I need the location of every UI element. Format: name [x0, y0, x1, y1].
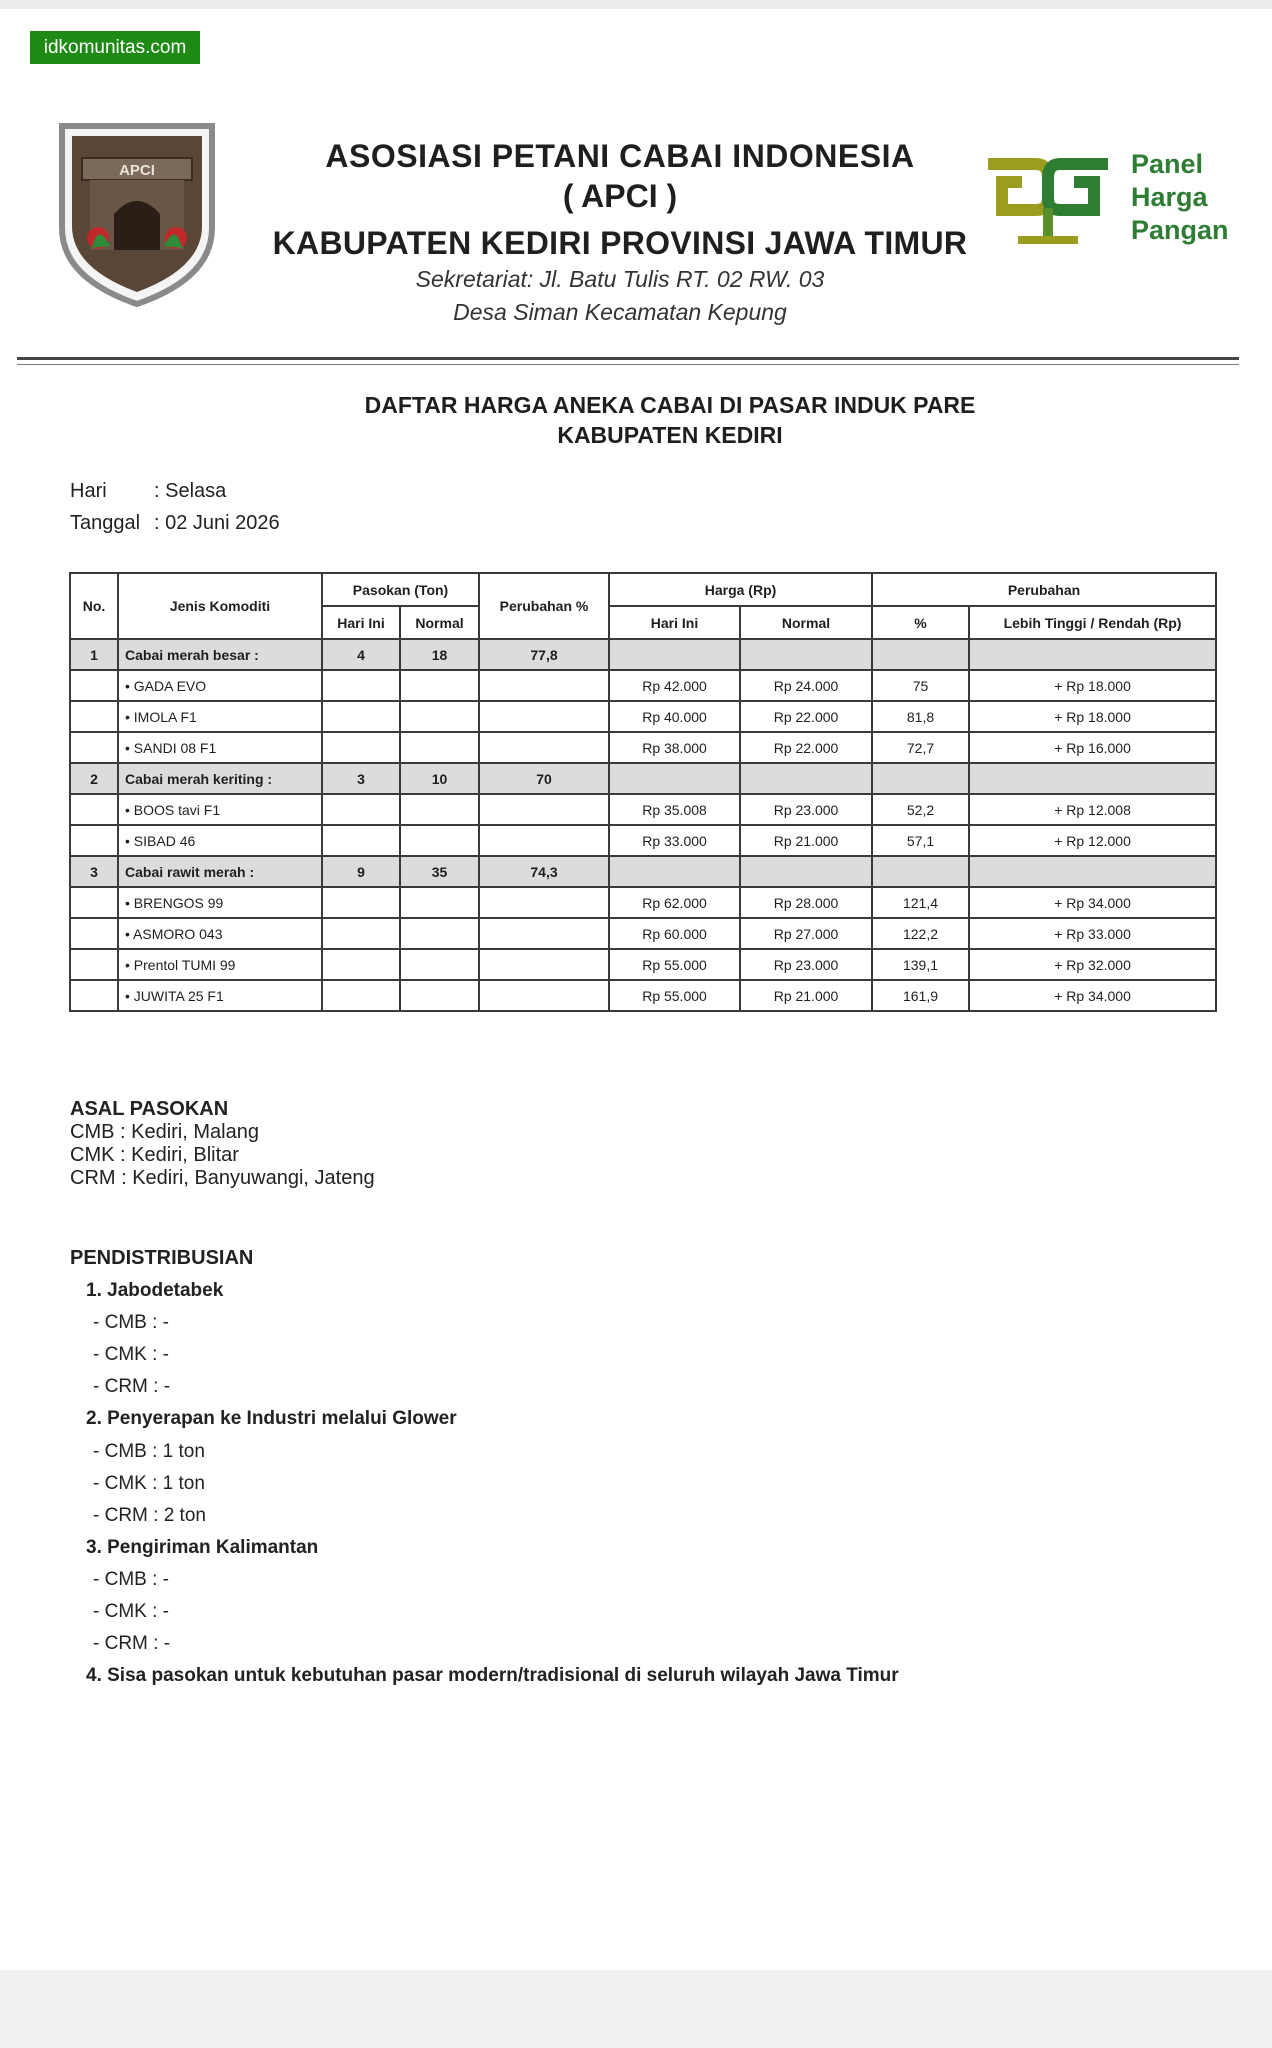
cell-supply-normal [400, 887, 479, 918]
cell-no [70, 670, 118, 701]
distribution-item-2-crm: - CRM : 2 ton [93, 1505, 206, 1526]
distribution-item-2: 2. Penyerapan ke Industri melalui Glower [86, 1408, 457, 1429]
date-value: : 02 Juni 2026 [154, 512, 280, 534]
cell-supply-today [322, 887, 400, 918]
cell-price-normal: Rp 21.000 [740, 825, 872, 856]
cell-price-today: Rp 55.000 [609, 980, 740, 1011]
cell-no: 3 [70, 856, 118, 887]
cell-no: 2 [70, 763, 118, 794]
header-pasokan: Pasokan (Ton) [322, 573, 479, 606]
header-perubahan-pct: Perubahan % [479, 573, 609, 639]
cell-supply-normal: 18 [400, 639, 479, 670]
cell-price-today [609, 856, 740, 887]
cell-supply-normal: 10 [400, 763, 479, 794]
day-label: Hari [70, 480, 107, 502]
cell-no [70, 701, 118, 732]
cell-komoditi: • BRENGOS 99 [118, 887, 322, 918]
partner-word-3: Pangan [1131, 215, 1229, 245]
cell-percent: 52,2 [872, 794, 969, 825]
table-group-row [70, 856, 1216, 887]
cell-no: 1 [70, 639, 118, 670]
supply-origin-crm: CRM : Kediri, Banyuwangi, Jateng [70, 1167, 375, 1189]
cell-difference [969, 856, 1216, 887]
header-supply-today: Hari Ini [322, 606, 400, 639]
cell-supply-change [479, 918, 609, 949]
header-harga: Harga (Rp) [609, 573, 872, 606]
supply-origin-section [70, 1098, 375, 1190]
cell-supply-today [322, 949, 400, 980]
table-row [70, 980, 1216, 1011]
cell-supply-change [479, 794, 609, 825]
cell-komoditi: • GADA EVO [118, 670, 322, 701]
org-abbreviation: ( APCI ) [562, 178, 678, 214]
cell-supply-today [322, 980, 400, 1011]
cell-supply-today [322, 701, 400, 732]
supply-origin-heading: ASAL PASOKAN [70, 1098, 229, 1120]
cell-price-normal: Rp 22.000 [740, 701, 872, 732]
cell-percent: 161,9 [872, 980, 969, 1011]
cell-komoditi: • IMOLA F1 [118, 701, 322, 732]
table-row [70, 732, 1216, 763]
cell-price-today [609, 763, 740, 794]
cell-price-today: Rp 60.000 [609, 918, 740, 949]
cell-difference: + Rp 16.000 [969, 732, 1216, 763]
cell-komoditi: Cabai rawit merah : [118, 856, 322, 887]
panel-harga-pangan-logo [978, 148, 1243, 252]
cell-difference [969, 763, 1216, 794]
cell-price-normal: Rp 24.000 [740, 670, 872, 701]
table-row [70, 887, 1216, 918]
cell-price-today: Rp 40.000 [609, 701, 740, 732]
cell-komoditi: • SANDI 08 F1 [118, 732, 322, 763]
distribution-item-4: 4. Sisa pasokan untuk kebutuhan pasar modern/tradisional di seluruh wilayah Jawa Timur [86, 1665, 899, 1686]
cell-price-normal: Rp 23.000 [740, 794, 872, 825]
org-region: KABUPATEN KEDIRI PROVINSI JAWA TIMUR [272, 225, 968, 261]
cell-komoditi: • Prentol TUMI 99 [118, 949, 322, 980]
cell-supply-today [322, 732, 400, 763]
bottom-band [0, 1970, 1272, 2048]
cell-komoditi: • JUWITA 25 F1 [118, 980, 322, 1011]
cell-supply-change [479, 887, 609, 918]
cell-no [70, 887, 118, 918]
cell-no [70, 949, 118, 980]
distribution-item-2-cmb: - CMB : 1 ton [93, 1441, 205, 1462]
cell-percent [872, 856, 969, 887]
table-row [70, 794, 1216, 825]
cell-supply-change: 74,3 [479, 856, 609, 887]
distribution-item-3: 3. Pengiriman Kalimantan [86, 1537, 319, 1558]
distribution-item-1: 1. Jabodetabek [86, 1280, 224, 1301]
cell-difference: + Rp 12.008 [969, 794, 1216, 825]
cell-price-normal: Rp 22.000 [740, 732, 872, 763]
supply-origin-cmk: CMK : Kediri, Blitar [70, 1144, 239, 1166]
cell-supply-change: 70 [479, 763, 609, 794]
header-difference: Lebih Tinggi / Rendah (Rp) [969, 606, 1216, 639]
header-perubahan: Perubahan [872, 573, 1216, 606]
cell-supply-today [322, 794, 400, 825]
cell-komoditi: • ASMORO 043 [118, 918, 322, 949]
cell-supply-normal [400, 794, 479, 825]
table-row [70, 670, 1216, 701]
cell-no [70, 732, 118, 763]
cell-komoditi: • SIBAD 46 [118, 825, 322, 856]
cell-price-today: Rp 35.008 [609, 794, 740, 825]
header-komoditi: Jenis Komoditi [118, 573, 322, 639]
document-subtitle: KABUPATEN KEDIRI [557, 422, 783, 448]
cell-difference: + Rp 34.000 [969, 887, 1216, 918]
watermark-badge: idkomunitas.com [30, 31, 200, 64]
cell-difference: + Rp 34.000 [969, 980, 1216, 1011]
cell-difference: + Rp 12.000 [969, 825, 1216, 856]
cell-komoditi: Cabai merah besar : [118, 639, 322, 670]
cell-difference [969, 639, 1216, 670]
org-name: ASOSIASI PETANI CABAI INDONESIA [325, 138, 915, 174]
address-line-2: Desa Siman Kecamatan Kepung [453, 299, 787, 325]
cell-supply-change [479, 670, 609, 701]
distribution-item-3-cmk: - CMK : - [93, 1601, 169, 1622]
cell-supply-today: 3 [322, 763, 400, 794]
table-row [70, 701, 1216, 732]
cell-percent: 81,8 [872, 701, 969, 732]
cell-percent: 57,1 [872, 825, 969, 856]
cell-supply-normal [400, 732, 479, 763]
header-price-today: Hari Ini [609, 606, 740, 639]
cell-supply-today [322, 918, 400, 949]
cell-percent: 122,2 [872, 918, 969, 949]
cell-price-today: Rp 55.000 [609, 949, 740, 980]
cell-no [70, 825, 118, 856]
header-supply-normal: Normal [400, 606, 479, 639]
table-row [70, 918, 1216, 949]
cell-price-normal: Rp 28.000 [740, 887, 872, 918]
cell-supply-normal [400, 825, 479, 856]
cell-supply-change [479, 701, 609, 732]
cell-percent: 139,1 [872, 949, 969, 980]
day-value: : Selasa [154, 480, 227, 502]
table-row [70, 825, 1216, 856]
cell-supply-today: 4 [322, 639, 400, 670]
cell-supply-normal: 35 [400, 856, 479, 887]
distribution-item-3-cmb: - CMB : - [93, 1569, 169, 1590]
cell-komoditi: • BOOS tavi F1 [118, 794, 322, 825]
table-row [70, 949, 1216, 980]
date-line [70, 512, 280, 535]
cell-supply-normal [400, 949, 479, 980]
date-label: Tanggal [70, 512, 141, 534]
cell-price-today: Rp 33.000 [609, 825, 740, 856]
cell-price-today [609, 639, 740, 670]
header-percent: % [872, 606, 969, 639]
cell-supply-normal [400, 980, 479, 1011]
document-title: DAFTAR HARGA ANEKA CABAI DI PASAR INDUK PARE [364, 392, 976, 418]
cell-price-normal: Rp 27.000 [740, 918, 872, 949]
cell-price-normal [740, 763, 872, 794]
cell-supply-today: 9 [322, 856, 400, 887]
cell-difference: + Rp 18.000 [969, 701, 1216, 732]
cell-supply-change [479, 825, 609, 856]
cell-difference: + Rp 33.000 [969, 918, 1216, 949]
letterhead-rule [17, 357, 1239, 360]
cell-price-today: Rp 38.000 [609, 732, 740, 763]
cell-price-today: Rp 62.000 [609, 887, 740, 918]
distribution-item-1-cmb: - CMB : - [93, 1312, 169, 1333]
cell-no [70, 794, 118, 825]
cell-percent [872, 639, 969, 670]
cell-komoditi: Cabai merah keriting : [118, 763, 322, 794]
price-table [69, 572, 1217, 1012]
sprout-icon [978, 148, 1118, 252]
cell-percent [872, 763, 969, 794]
cell-price-normal: Rp 21.000 [740, 980, 872, 1011]
table-group-row [70, 639, 1216, 670]
cell-supply-normal [400, 670, 479, 701]
partner-word-2: Harga [1131, 182, 1208, 212]
cell-price-normal [740, 639, 872, 670]
header-price-normal: Normal [740, 606, 872, 639]
distribution-item-1-crm: - CRM : - [93, 1376, 171, 1397]
cell-price-today: Rp 42.000 [609, 670, 740, 701]
day-line [70, 480, 226, 503]
partner-word-1: Panel [1131, 149, 1204, 179]
cell-supply-change [479, 980, 609, 1011]
cell-supply-normal [400, 701, 479, 732]
cell-supply-change [479, 732, 609, 763]
cell-price-normal [740, 856, 872, 887]
table-header-row [70, 573, 1216, 606]
cell-no [70, 918, 118, 949]
supply-origin-cmb: CMB : Kediri, Malang [70, 1121, 259, 1143]
distribution-item-2-cmk: - CMK : 1 ton [93, 1473, 205, 1494]
top-strip [0, 0, 1272, 9]
partner-wordmark [1131, 148, 1229, 247]
cell-percent: 121,4 [872, 887, 969, 918]
distribution-item-3-crm: - CRM : - [93, 1633, 171, 1654]
cell-percent: 75 [872, 670, 969, 701]
cell-supply-change: 77,8 [479, 639, 609, 670]
cell-percent: 72,7 [872, 732, 969, 763]
cell-no [70, 980, 118, 1011]
cell-difference: + Rp 32.000 [969, 949, 1216, 980]
cell-supply-change [479, 949, 609, 980]
cell-difference: + Rp 18.000 [969, 670, 1216, 701]
distribution-heading: PENDISTRIBUSIAN [70, 1247, 254, 1269]
header-no: No. [70, 573, 118, 639]
cell-supply-today [322, 670, 400, 701]
distribution-item-1-cmk: - CMK : - [93, 1344, 169, 1365]
cell-supply-today [322, 825, 400, 856]
cell-supply-normal [400, 918, 479, 949]
letterhead-rule-thin [17, 364, 1239, 365]
address-line-1: Sekretariat: Jl. Batu Tulis RT. 02 RW. 03 [415, 266, 825, 292]
table-body [70, 639, 1216, 1011]
crest-lettering: APCI [119, 162, 155, 179]
table-group-row [70, 763, 1216, 794]
cell-price-normal: Rp 23.000 [740, 949, 872, 980]
